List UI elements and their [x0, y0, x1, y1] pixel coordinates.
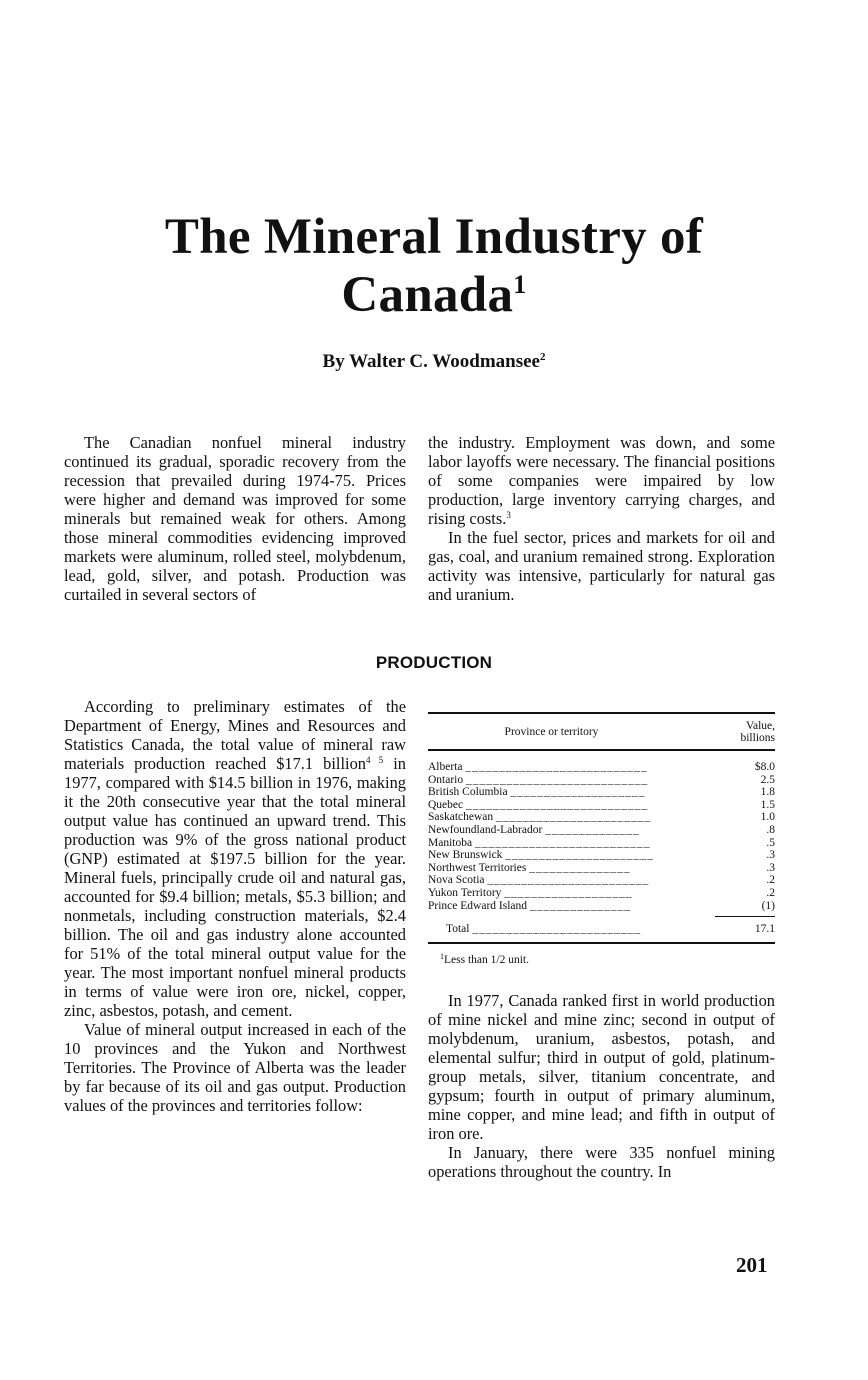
table-footnote-text: Less than 1/2 unit. [444, 954, 529, 966]
row-value: (1) [761, 899, 775, 912]
table-row [428, 786, 775, 799]
leader-dots: ______________ [545, 823, 640, 836]
production-paragraph-1 [64, 697, 406, 1020]
row-name: Nova Scotia [428, 874, 485, 887]
table-row [428, 874, 775, 887]
section-heading-production: PRODUCTION [375, 653, 493, 672]
production-left-column [64, 697, 406, 1115]
table-row [428, 900, 775, 917]
author-byline [0, 351, 868, 373]
row-value: .5 [766, 836, 775, 849]
province-value-table [428, 712, 775, 944]
row-name: British Columbia [428, 786, 508, 799]
row-value: .2 [766, 874, 775, 887]
intro-footnote-mark: 3 [506, 510, 511, 520]
row-value: .2 [766, 886, 775, 899]
column-header-value [715, 713, 775, 750]
total-label: Total [446, 922, 470, 935]
table-row [428, 862, 775, 875]
table-row [428, 811, 775, 824]
intro-paragraph-3: In the fuel sector, prices and markets for oil and gas, coal, and uranium remained strong. Exploration activity was intensive, particularly for natural gas and uranium. [428, 528, 775, 604]
leader-dots: __________________________ [474, 836, 651, 849]
leader-dots: ___________________________ [466, 798, 649, 811]
page-number: 201 [736, 1253, 768, 1277]
row-value: .8 [766, 823, 775, 836]
row-name: New Brunswick [428, 849, 503, 862]
column-header-province: Province or territory [504, 725, 599, 738]
row-name: Alberta [428, 761, 463, 773]
table-row [428, 824, 775, 837]
row-value: .3 [766, 861, 775, 874]
title-footnote-mark: 1 [513, 270, 527, 299]
column-header-value-line-2: billions [740, 732, 775, 744]
leader-dots: ____________________ [510, 786, 646, 799]
intro-left-column [64, 433, 406, 604]
table-row [428, 774, 775, 787]
article-title [0, 208, 868, 324]
leader-dots: ___________________ [504, 886, 633, 899]
row-name: Northwest Territories [428, 861, 527, 874]
row-name: Prince Edward Island [428, 899, 527, 912]
leader-dots: _______________________ [496, 811, 652, 824]
row-value: 2.5 [760, 773, 775, 786]
production-footnote-marks: 4 5 [365, 755, 384, 765]
row-value: .3 [766, 849, 775, 862]
intro-paragraph-2-text: the industry. Employment was down, and some labor layoffs were necessary. The financial positions of some companies were impaired by low production, large inventory carrying charges, and rising costs. [428, 433, 775, 528]
table-total-row [428, 917, 775, 943]
table-footnote-mark: 1 [440, 952, 444, 961]
row-value: 1.0 [760, 811, 775, 824]
leader-dots: _______________ [529, 899, 632, 912]
leader-dots: ______________________ [505, 849, 654, 862]
title-line-2-text: Canada [341, 267, 514, 323]
table-header-row [428, 713, 775, 750]
production-paragraph-2: Value of mineral output increased in each of the 10 provinces and the Yukon and Northwest Territories. The Province of Alberta was the leader by far because of its oil and gas output. Production values of the provinces and territories follow: [64, 1020, 406, 1115]
row-value: 1.8 [760, 786, 775, 799]
leader-dots: _________________________ [472, 922, 642, 935]
leader-dots: ___________________________ [465, 761, 648, 773]
row-value: 1.5 [760, 798, 775, 811]
table-row [428, 750, 775, 774]
author-footnote-mark: 2 [539, 351, 546, 363]
production-right-column [428, 991, 775, 1181]
title-line-2 [0, 266, 868, 324]
leader-dots: ________________________ [487, 874, 650, 887]
table-footnote [440, 954, 529, 966]
table-row [428, 837, 775, 850]
row-name: Newfoundland-Labrador [428, 823, 543, 836]
intro-paragraph-1: The Canadian nonfuel mineral industry continued its gradual, sporadic recovery from the recession that prevailed during 1974-75. Prices were higher and demand was improved for some minerals but remained weak for others. Among those mineral commodities evidencing improved markets were aluminum, rolled steel, molybdenum, lead, gold, silver, and potash. Production was curtailed in several sectors of [64, 433, 406, 604]
table-row [428, 887, 775, 900]
production-paragraph-1a: According to preliminary estimates of the Department of Energy, Mines and Resources and Statistics Canada, the total value of mineral raw materials production reached $17.1 billion [64, 697, 406, 773]
author-name: By Walter C. Woodmansee [322, 351, 540, 372]
production-paragraph-4: In January, there were 335 nonfuel mining operations throughout the country. In [428, 1143, 775, 1181]
total-value: 17.1 [715, 917, 775, 943]
row-name: Ontario [428, 773, 464, 786]
row-value: $8.0 [754, 761, 775, 773]
row-name: Yukon Territory [428, 886, 502, 899]
table-row [428, 799, 775, 812]
row-name: Saskatchewan [428, 811, 494, 824]
production-paragraph-3: In 1977, Canada ranked first in world production of mine nickel and mine zinc; second in output of molybdenum, uranium, asbestos, potash, and elemental sulfur; third in output of gold, platinum-group metals, silver, titanium concentrate, and gypsum; fourth in output of primary aluminum, mine copper, and mine lead; and fifth in output of iron ore. [428, 991, 775, 1143]
intro-paragraph-2 [428, 433, 775, 528]
row-name: Manitoba [428, 836, 473, 849]
row-name: Quebec [428, 798, 464, 811]
table-row [428, 849, 775, 862]
production-paragraph-1b: in 1977, compared with $14.5 billion in 1976, making it the 20th consecutive year that the total mineral output value has continued an upward trend. This production was 9% of the gross national product (GNP) estimated at $197.5 billion for the year. Mineral fuels, principally crude oil and natural gas, accounted for $9.4 billion; metals, $5.3 billion; and nonmetals, including construction materials, $2.4 billion. The oil and gas industry alone accounted for 51% of the total mineral output value for the year. The most important nonfuel mineral products in terms of value were iron ore, nickel, copper, zinc, asbestos, potash, and cement. [64, 754, 406, 1020]
title-line-1: The Mineral Industry of [164, 209, 704, 265]
leader-dots: ___________________________ [466, 773, 649, 786]
column-header-value-line-1: Value, [745, 720, 775, 732]
intro-right-column [428, 433, 775, 604]
leader-dots: _______________ [529, 861, 631, 874]
